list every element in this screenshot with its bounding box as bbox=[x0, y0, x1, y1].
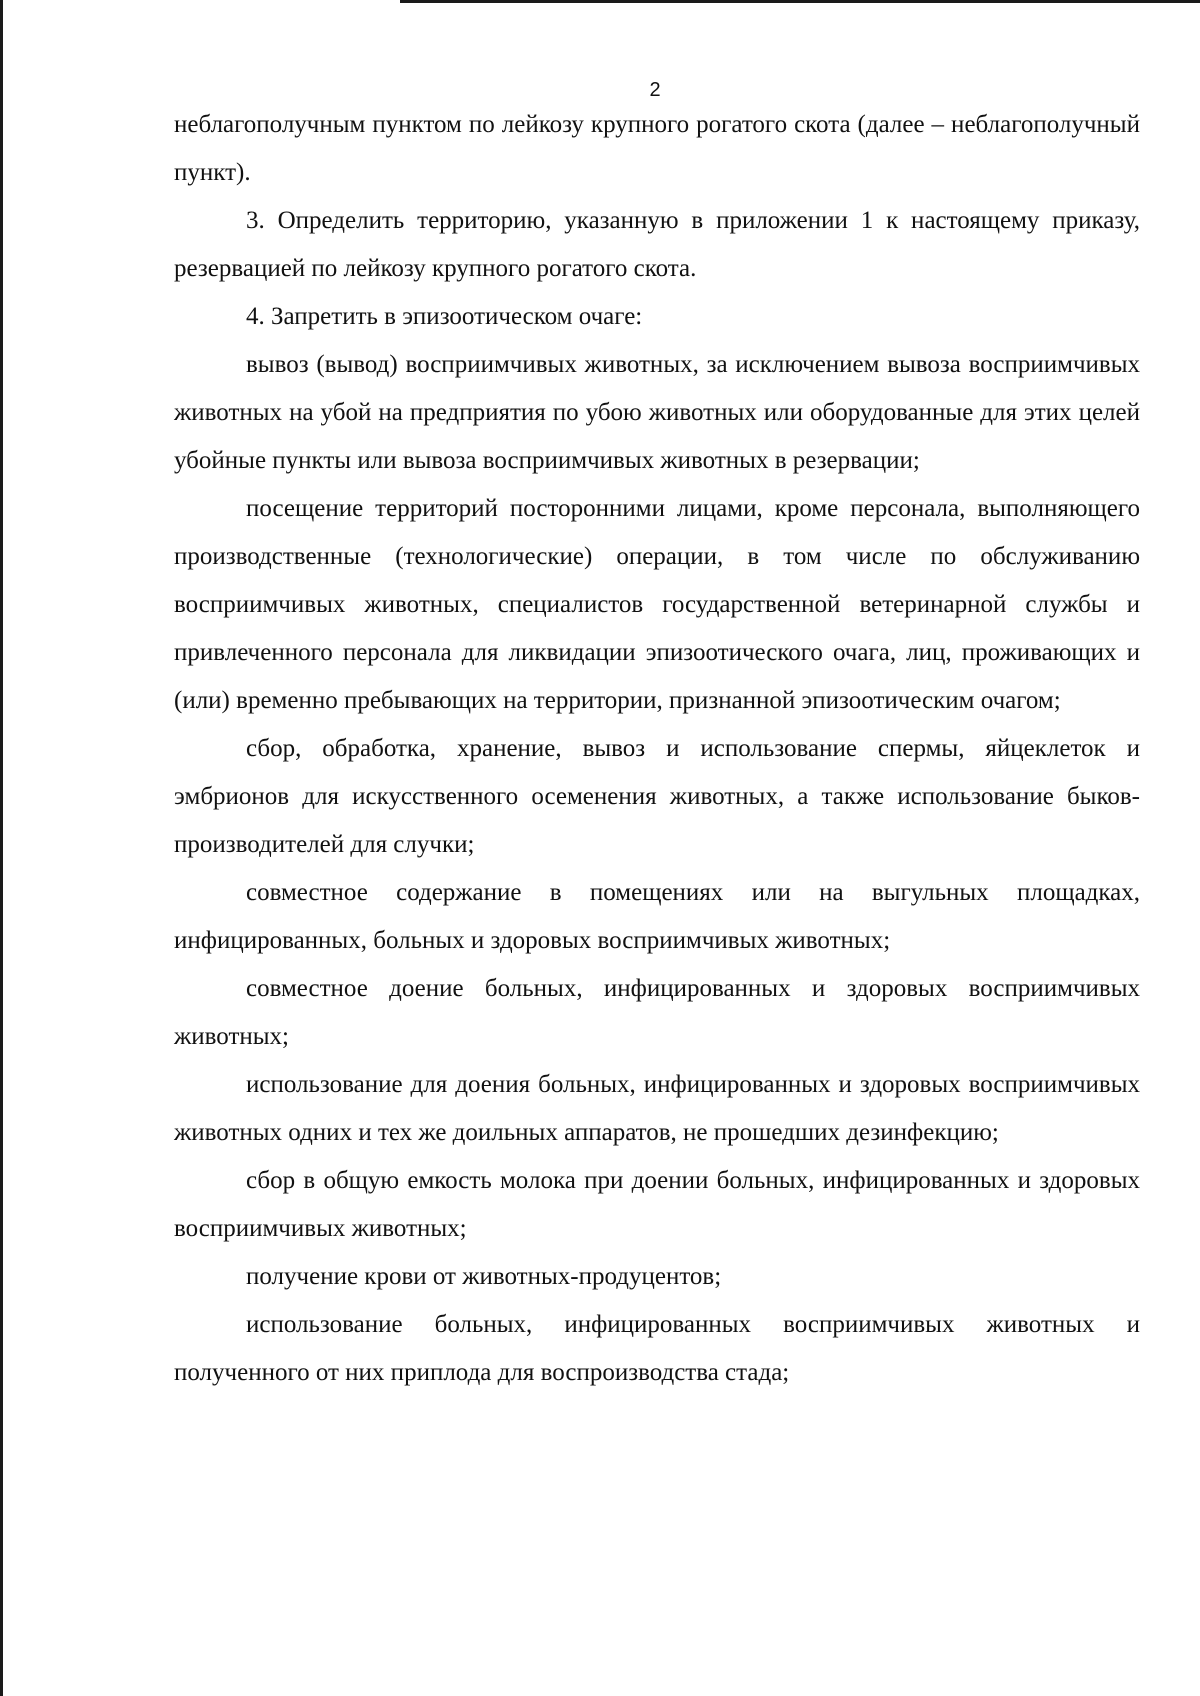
paragraph-prohibition-sperm: сбор, обработка, хранение, вывоз и использование спермы, яйцеклеток и эмбрионов для искусственного осеменения животных, а также использование быков-производителей для случки; bbox=[174, 735, 1140, 858]
document-body bbox=[174, 101, 1140, 1397]
paragraph-prohibition-breeding: использование больных, инфицированных восприимчивых животных и полученного от них приплода для воспроизводства стада; bbox=[174, 1311, 1140, 1386]
scan-top-edge bbox=[400, 0, 1200, 3]
paragraph-prohibition-joint-keeping: совместное содержание в помещениях или на выгульных площадках, инфицированных, больных и здоровых восприимчивых животных; bbox=[174, 879, 1140, 954]
paragraph-item-4: 4. Запретить в эпизоотическом очаге: bbox=[246, 303, 643, 330]
paragraph-item-3: 3. Определить территорию, указанную в приложении 1 к настоящему приказу, резервацией по лейкозу крупного рогатого скота. bbox=[174, 207, 1140, 282]
paragraph-prohibition-joint-milking: совместное доение больных, инфицированных и здоровых восприимчивых животных; bbox=[174, 975, 1140, 1050]
paragraph-prohibition-visits: посещение территорий посторонними лицами, кроме персонала, выполняющего производственные (технологические) операции, в том числе по обслуживанию восприимчивых животных, специалистов государственной ветеринарной службы и привлеченного персонала для ликвидации эпизоотического очага, лиц, проживающих и (или) временно пребывающих на территории, признанной эпизоотическим очагом; bbox=[174, 495, 1140, 714]
paragraph-prohibition-milk-collection: сбор в общую емкость молока при доении больных, инфицированных и здоровых восприимчивых животных; bbox=[174, 1167, 1140, 1242]
paragraph-prohibition-milking-apparatus: использование для доения больных, инфицированных и здоровых восприимчивых животных одних и тех же доильных аппаратов, не прошедших дезинфекцию; bbox=[174, 1071, 1140, 1146]
page-number: 2 bbox=[649, 79, 661, 101]
paragraph-continuation: неблагополучным пунктом по лейкозу крупного рогатого скота (далее – неблагополучный пункт). bbox=[174, 111, 1140, 186]
scan-left-edge bbox=[0, 0, 3, 1696]
paragraph-prohibition-blood: получение крови от животных-продуцентов; bbox=[246, 1263, 722, 1290]
paragraph-prohibition-export: вывоз (вывод) восприимчивых животных, за исключением вывоза восприимчивых животных на убой на предприятия по убою животных или оборудованные для этих целей убойные пункты или вывоза восприимчивых животных в резервации; bbox=[174, 351, 1140, 474]
